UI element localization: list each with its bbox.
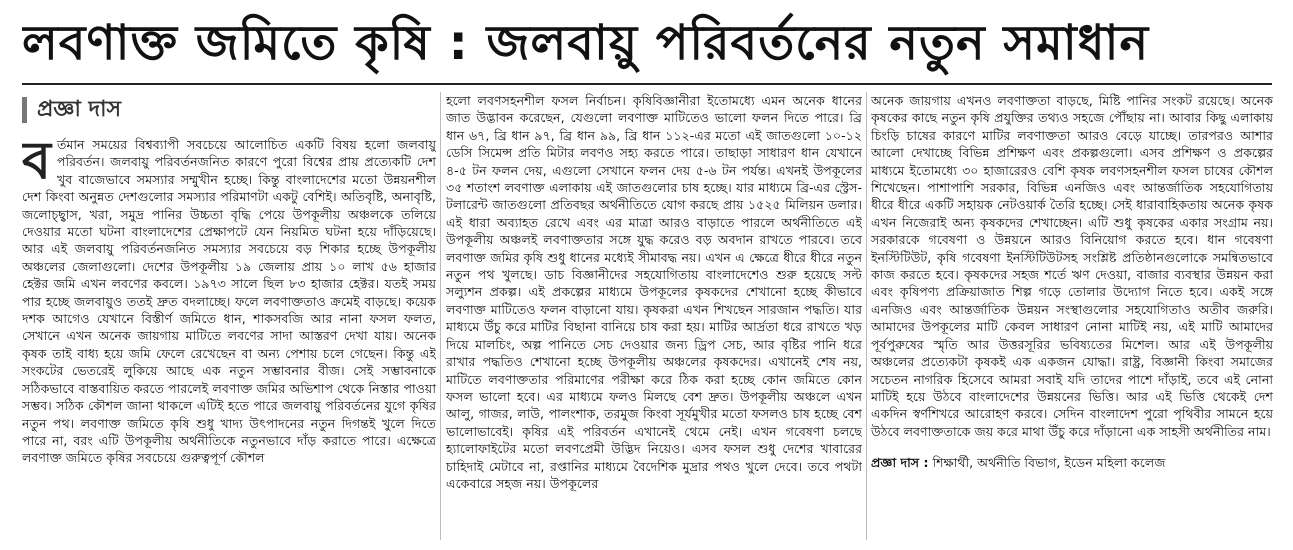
column-divider-2 — [866, 92, 867, 540]
article-column-1 — [22, 92, 436, 544]
author-credit-role: শিক্ষার্থী, অর্থনীতি বিভাগ, ইডেন মহিলা কলেজ — [928, 455, 1166, 471]
author-credit-name: প্রজ্ঞা দাস : — [871, 455, 929, 471]
byline — [22, 92, 436, 128]
column-1-text: র্তমান সময়ের বিশ্বব্যাপী সবচেয়ে আলোচিত একটি বিষয় হলো জলবায়ু পরিবর্তন। জলবায়ু পরিবর্তনজনিত কারণে পুরো বিশ্বের প্রায় প্রত্যেকটি দেশ খুব বাজেভাবে সমস্যার সম্মুখীন হচ্ছে। কিন্তু বাংলাদেশের মতো উন্নয়নশীল দেশ কিংবা অনুন্নত দেশগুলোর সমস্যার পরিমাণটা একটু বেশিই। অতিবৃষ্টি, অনাবৃষ্টি, জলোচ্ছ্বাস, খরা, সমুদ্র পানির উচ্চতা বৃদ্ধি পেয়ে উপকূলীয় অঞ্চলকে তলিয়ে দেওয়ার মতো ঘটনা বাংলাদেশের প্রেক্ষাপটে যেন নিয়মিত ঘটনা হয়ে দাঁড়িয়েছে। আর এই জলবায়ু পরিবর্তনজনিত সমস্যার সবচেয়ে বড় শিকার হচ্ছে উপকূলীয় অঞ্চলের জেলাগুলো। দেশের উপকূলীয় ১৯ জেলায় প্রায় ১০ লাখ ৫৬ হাজার হেক্টর জমি এখন লবণের কবলে। ১৯৭৩ সালে ছিল ৮৩ হাজার হেক্টর। যতই সময় পার হচ্ছে জলবায়ুও ততই দ্রুত বদলাচ্ছে। ফলে লবণাক্ততাও ক্রমেই বাড়ছে। কয়েক দশক আগেও যেখানে বিস্তীর্ণ জমিতে ধান, শাকসবজি আর নানা ফসল ফলত, সেখানে এখন অনেক জায়গায় মাটিতে লবণের সাদা আস্তরণ দেখা যায়। অনেক কৃষক তাই বাধ্য হয়ে জমি ফেলে রেখেছেন বা অন্য পেশায় চলে গেছেন। কিন্তু এই সংকটের ভেতরেই লুকিয়ে আছে এক নতুন সম্ভাবনার বীজ। সেই সম্ভাবনাকে সঠিকভাবে বাস্তবায়িত করতে পারলেই লবণাক্ত জমির অভিশাপ থেকে নিস্তার পাওয়া সম্ভব। সঠিক কৌশল জানা থাকলে এটিই হতে পারে জলবায়ু পরিবর্তনের যুগে কৃষির নতুন পথ। লবণাক্ত জমিতে কৃষি শুধু খাদ্য উৎপাদনের নতুন দিগন্তই খুলে দিতে পারে না, বরং এটি উপকূলীয় অর্থনীতিকে নতুনভাবে দাঁড় করাতে পারে। এক্ষেত্রে লবণাক্ত জমিতে কৃষির সবচেয়ে গুরুত্বপূর্ণ কৌশল — [22, 137, 436, 466]
article-column-3 — [871, 92, 1273, 544]
byline-author: প্রজ্ঞা দাস — [37, 97, 121, 123]
column-3-text: অনেক জায়গায় এখনও লবণাক্ততা বাড়ছে, মিষ্টি পানির সংকট রয়েছে। অনেক কৃষকের কাছে নতুন কৃষি প্রযুক্তির তথ্যও সহজে পৌঁছায় না। আবার কিছু এলাকায় চিংড়ি চাষের কারণে মাটির লবণাক্ততা আরও বেড়ে যাচ্ছে। তারপরও আশার আলো দেখাচ্ছে বিভিন্ন প্রশিক্ষণ এবং প্রকল্পগুলো। এসব প্রশিক্ষণ ও প্রকল্পের মাধ্যমে ইতোমধ্যে ৩০ হাজারেরও বেশি কৃষক লবণসহনশীল ফসল চাষের কৌশল শিখেছেন। পাশাপাশি সরকার, বিভিন্ন এনজিও এবং আন্তর্জাতিক সহযোগিতায় ধীরে ধীরে একটি সহায়ক নেটওয়ার্ক তৈরি হচ্ছে। সেই ধারাবাহিকতায় অনেক কৃষক এখন নিজেরাই অন্য কৃষকদের শেখাচ্ছেন। এটি শুধু কৃষকের একার সংগ্রাম নয়। সরকারকে গবেষণা ও উন্নয়নে আরও বিনিয়োগ করতে হবে। ধান গবেষণা ইনস্টিটিউট, কৃষি গবেষণা ইনস্টিটিউটসহ সংশ্লিষ্ট প্রতিষ্ঠানগুলোকে সমন্বিতভাবে কাজ করতে হবে। কৃষকদের সহজ শর্তে ঋণ দেওয়া, বাজার ব্যবস্থার উন্নয়ন করা এবং কৃষিপণ্য প্রক্রিয়াজাত শিল্প গড়ে তোলার উদ্যোগ নিতে হবে। একই সঙ্গে এনজিও এবং আন্তর্জাতিক উন্নয়ন সংস্থাগুলোর সহযোগিতাও অতীব জরুরি। আমাদের উপকূলের মাটি কেবল সাধারণ নোনা মাটিই নয়, এই মাটি আমাদের পূর্বপুরুষের স্মৃতি আর উত্তরসূরির ভবিষ্যতের মিশেল। আর এই উপকূলীয় অঞ্চলের প্রত্যেকটা কৃষকই এক একজন যোদ্ধা। রাষ্ট্র, বিজ্ঞানী কিংবা সমাজের সচেতন নাগরিক হিসেবে আমরা সবাই যদি তাদের পাশে দাঁড়াই, তবে এই নোনা মাটিই হয়ে উঠবে বাংলাদেশের উন্নয়নের ভিত্তি। আর এই ভিত্তি থেকেই দেশ একদিন স্বর্ণশিখরে আরোহণ করবে। সেদিন বাংলাদেশ পুরো পৃথিবীর সামনে হয়ে উঠবে লবণাক্ততাকে জয় করে মাথা উঁচু করে দাঁড়ানো এক সাহসী অর্থনীতির নাম। — [871, 93, 1273, 439]
author-credit — [871, 454, 1273, 471]
headline: লবণাক্ত জমিতে কৃষি : জলবায়ু পরিবর্তনের নতুন সমাধান — [22, 15, 1150, 71]
headline-rule — [22, 83, 1272, 85]
article-column-2 — [446, 92, 862, 544]
byline-bar — [22, 97, 27, 123]
drop-cap: ব — [22, 131, 51, 191]
column-2-text: হলো লবণসহনশীল ফসল নির্বাচন। কৃষিবিজ্ঞানীরা ইতোমধ্যে এমন অনেক ধানের জাত উদ্ভাবন করেছেন, যেগুলো লবণাক্ত মাটিতেও ভালো ফলন দিতে পারে। ব্রি ধান ৬৭, ব্রি ধান ৯৭, ব্রি ধান ৯৯, ব্রি ধান ১১২-এর মতো এই জাতগুলো ১০-১২ ডেসি সিমেন্স প্রতি মিটার লবণও সহ্য করতে পারে। তাছাড়া সাধারণ ধান যেখানে ৪-৫ টন ফলন দেয়, এগুলো সেখানে ফলন দেয় ৫-৬ টন পর্যন্ত। এখনই উপকূলের ৩৫ শতাংশ লবণাক্ত এলাকায় এই জাতগুলোর চাষ হচ্ছে। যার মাধ্যমে ব্রি-এর স্ট্রেস-টলারেন্ট জাতগুলো প্রতিবছর অর্থনীতিতে যোগ করছে প্রায় ১৫২৫ মিলিয়ন ডলার। এই ধারা অব্যাহত রেখে এবং এর মাত্রা আরও বাড়াতে পারলে অর্থনীতিতে এই উপকূলীয় অঞ্চলই লবণাক্ততার সঙ্গে যুদ্ধ করেও বড় অবদান রাখতে পারবে। তবে লবণাক্ত জমির কৃষি শুধু ধানের মধ্যেই সীমাবদ্ধ নয়। এখন এ ক্ষেত্রে ধীরে ধীরে নতুন নতুন পথ খুলছে। ডাচ বিজ্ঞানীদের সহযোগিতায় বাংলাদেশেও শুরু হয়েছে সল্ট সল্যুশন প্রকল্প। এই প্রকল্পের মাধ্যমে উপকূলের কৃষকদের শেখানো হচ্ছে কীভাবে লবণাক্ত মাটিতেও ফলন বাড়ানো যায়। কৃষকরা এখন শিখছেন সারজান পদ্ধতি। যার মাধ্যমে উঁচু করে মাটির বিছানা বানিয়ে চাষ করা হয়। মাটির আর্দ্রতা ধরে রাখতে খড় দিয়ে মালচিং, অল্প পানিতে সেচ দেওয়ার জন্য ড্রিপ সেচ, আর বৃষ্টির পানি ধরে রাখার পদ্ধতিও শেখানো হচ্ছে উপকূলীয় অঞ্চলের কৃষকদের। এখানেই শেষ নয়, মাটিতে লবণাক্ততার পরিমাণের পরীক্ষা করে ঠিক করা হচ্ছে কোন জমিতে কোন ফসল ভালো হবে। এর মাধ্যমে ফলও মিলছে বেশ দ্রুত। উপকূলীয় অঞ্চলে এখন আলু, গাজর, লাউ, পালংশাক, তরমুজ কিংবা সূর্যমুখীর মতো ফসলও চাষ হচ্ছে বেশ ভালোভাবেই। কৃষির এই পরিবর্তন এখানেই থেমে নেই। এখন গবেষণা চলছে হ্যালোফাইটের মতো লবণপ্রেমী উদ্ভিদ নিয়েও। এসব ফসল শুধু দেশের খাবারের চাহিদাই মেটাবে না, রপ্তানির মাধ্যমে বৈদেশিক মুদ্রার পথও খুলে দেবে। তবে পথটা একেবারে সহজ নয়। উপকূলের — [446, 93, 862, 491]
column-divider-1 — [440, 92, 441, 540]
